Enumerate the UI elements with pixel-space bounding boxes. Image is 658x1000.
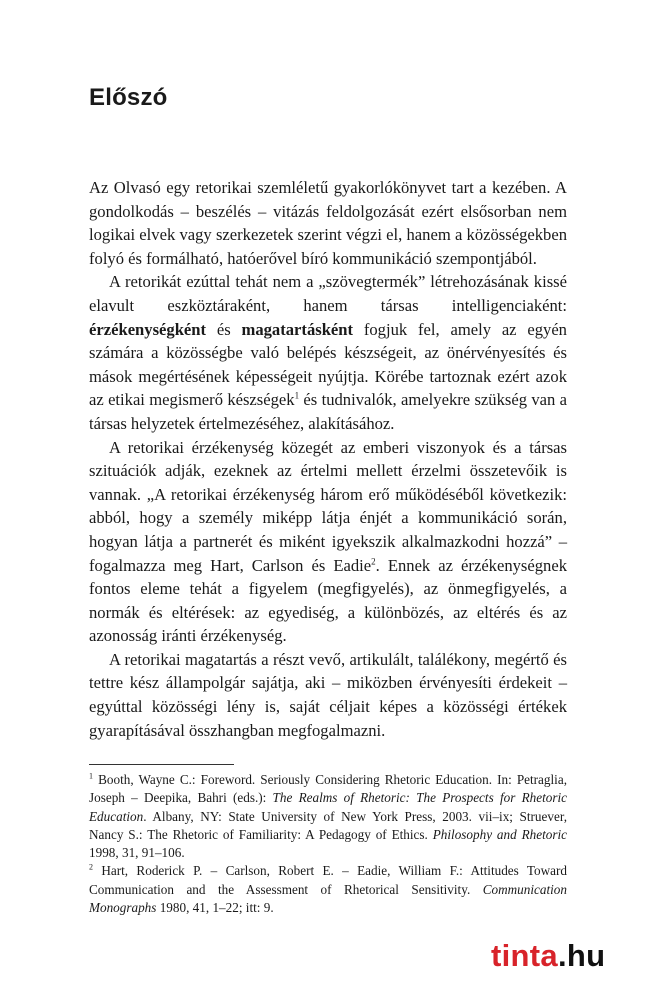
text-run: A retorikát ezúttal tehát nem a „szövegtermék” létrehozásának kissé elavult eszköztáraként, hanem társas intelligenciaként: (89, 272, 567, 315)
text-run: és (206, 319, 242, 339)
footnote-ref[interactable]: 2 (371, 555, 376, 566)
italic-title: The Realms of Rhetoric: The Prospects for Rhetoric Education (89, 790, 567, 824)
paragraph: A retorikai magatartás a részt vevő, artikulált, találékony, megértő és tettre kész állampolgár sajátja, aki – miközben érvényesíti érdekeit – egyúttal közösségi lény is, saját céljait képes a közösségi értékek gyarapításával összhangban megfogalmazni. (89, 649, 567, 740)
bold-term: magatartásként (241, 319, 354, 339)
body-text (89, 176, 567, 742)
text-run: . Ennek az érzékenységnek fontos eleme tehát a figyelem (megfigyelés), az önmegfigyelés, a normák és eltérések: az egyediség, a különbözés, az eltérés és az azonosság iránti érzékenység. (89, 555, 568, 646)
text-run: Hart, Roderick P. – Carlson, Robert E. – Eadie, William F.: Attitudes Toward Communication and the Assessment of Rhetorical Sensitivity. (89, 863, 567, 897)
logo-text-tinta: tinta (491, 938, 558, 973)
paragraph (89, 270, 567, 435)
footnote (89, 862, 567, 917)
footnote-ref[interactable]: 1 (294, 390, 300, 401)
text-run: Booth, Wayne C.: Foreword. Seriously Considering Rhetoric Education. In: Petraglia, Joseph – Deepika, Bahri (eds.): (89, 772, 567, 806)
bold-term: érzékenységként (89, 319, 207, 339)
italic-title: Philosophy and Rhetoric (432, 826, 567, 842)
text-run: és tudnivalók, amelyekre szükség van a társas helyzetek értelmezéséhez, alakításához. (89, 390, 567, 433)
text-run: 1998, 31, 91–106. (89, 845, 185, 861)
page-title: Előszó (89, 84, 168, 111)
text-run: . Albany, NY: State University of New York Press, 2003. vii–ix; Struever, Nancy S.: The Rhetoric of Familiarity: A Pedagogy of Ethics. (89, 808, 567, 842)
footnote-number: 2 (89, 863, 93, 873)
italic-title: Communication Monographs (89, 881, 567, 916)
text-run: fogjuk fel, amely az egyén számára a közösségbe való belépés készségeit, az önérvényesítés és mások megértésének képességeit nyújtja. Körébe tartoznak ezért azok az etikai megismerő készségek (89, 319, 567, 410)
footnote-number: 1 (89, 771, 93, 781)
logo-text-hu: .hu (557, 938, 606, 973)
footnotes (89, 771, 567, 917)
text-run: 1980, 41, 1–22; itt: 9. (156, 900, 274, 916)
text-run: A retorikai érzékenység közegét az emberi viszonyok és a társas szituációk adják, ezeknek az értelmi mellett érzelmi összetevőik is vannak. „A retorikai érzékenység három erő működéséből következik: abból, hogy a személy miképp látja énjét a kommunikáció során, hogyan látja a partnerét és miként igyekszik alkalmazkodni hozzá” – fogalmazza meg Hart, Carlson és Eadie (89, 437, 567, 575)
paragraph (89, 436, 567, 648)
paragraph: Az Olvasó egy retorikai szemléletű gyakorlókönyvet tart a kezében. A gondolkodás – beszélés – vitázás feldolgozását ezért elsősorban nem logikai elvek vagy szerkezetek szerint végzi el, hanem a közösségekben folyó és formálható, hatóerővel bíró kommunikáció szempontjából. (89, 178, 567, 268)
footnote-divider (89, 764, 234, 765)
footnote (89, 771, 567, 862)
tinta-logo (491, 938, 605, 974)
